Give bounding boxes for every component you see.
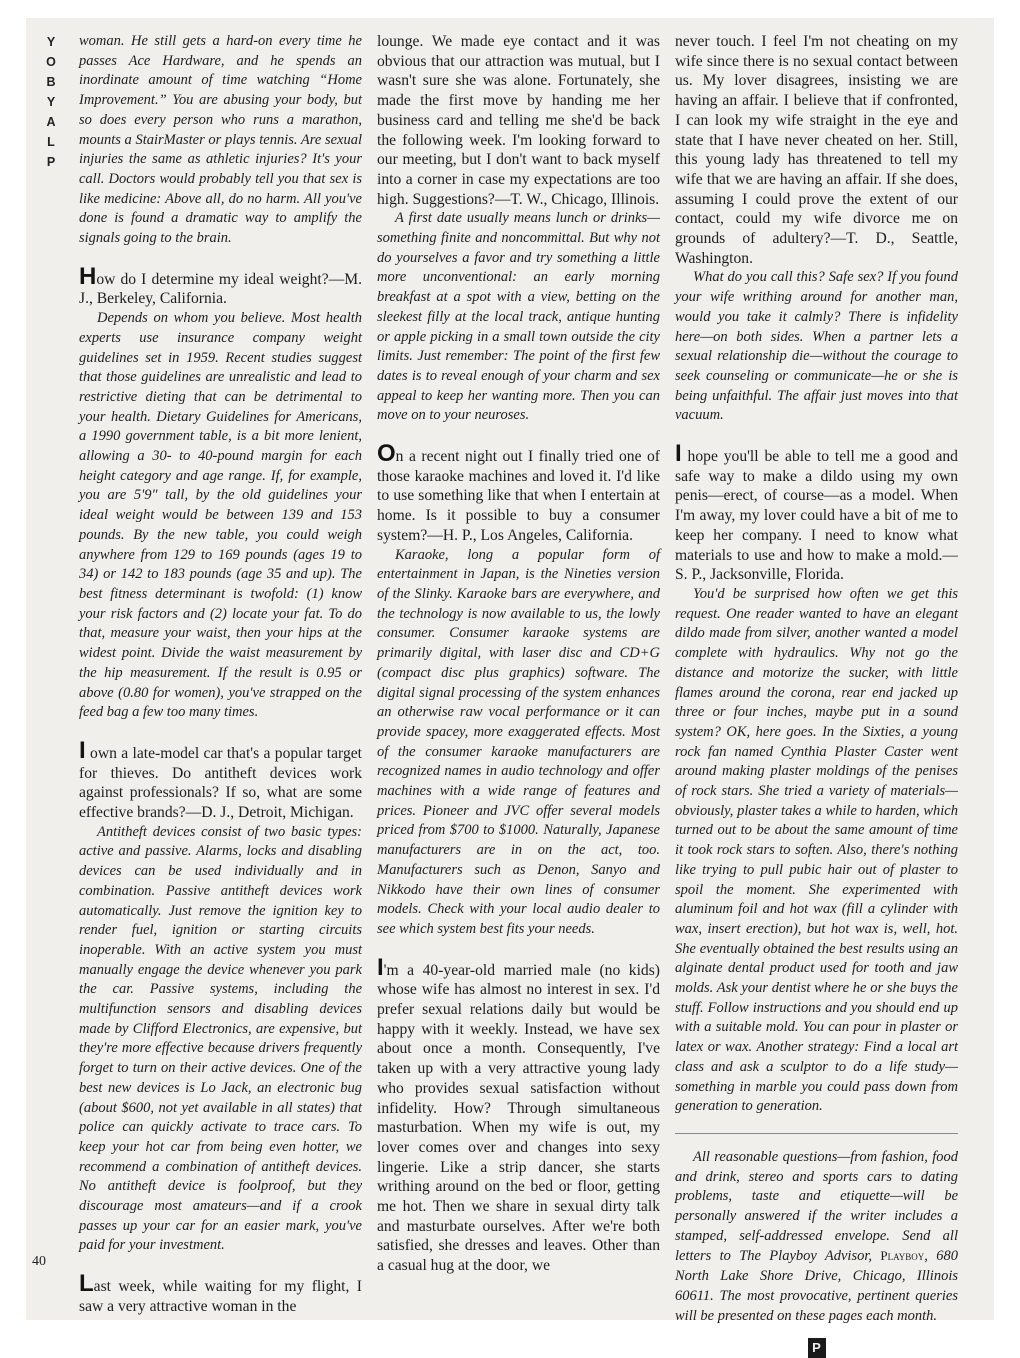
answer-text: You'd be surprised how often we get this request. One reader wanted to have an elegant dildo made from silver, another wanted a model complete with hydraulics. Why not go the distance and motorize the sucker, with little flames around the corona, rear end jacked up three or four inches, maybe put in a sound system? OK, here goes. In the Sixties, a young rock fan named Cynthia Plaster Caster went around making plaster moldings of the penises of rock stars. She tried a variety of materials—obviously, plaster takes a while to harden, which turned out to be about the same amount of time it took rock stars to soften. Also, there's nothing like trying to pull pubic hair out of plaster to spoil the moment. She experimented with aluminum foil and hot wax (fill a cylinder with wax, insert erection), but hot wax is, well, hot. She eventually obtained the best results using an alginate dental product used for tooth and jaw molds. Ask your dentist where he or she buys the stuff. Follow instructions and you should end up with a suitable mold. You can pour in plaster or latex or wax. Another strategy: Find a local art class and ask a sculptor to do a life study—something in marble you could pass down from generation to generation. [675,585,958,1115]
magazine-page [26,18,994,1356]
question-text [675,440,958,585]
end-mark-bunny-icon: P [808,1338,826,1358]
advisor-footer-note [675,1148,958,1326]
question-body: n a recent night out I finally tried one of those karaoke machines and loved it. I'd like to use something like that when I entertain at home. Is it possible to buy a consumer system?—H. P., Los Angeles, California. [377,448,660,544]
question-body: hope you'll be able to tell me a good and safe way to make a dildo using my own penis—erect, of course—as a model. When I'm away, my lover could have a bit of me to keep her company. I need to know what materials to use and how to make a mold.—S. P., Jacksonville, Florida. [675,448,958,584]
drop-cap: H [79,262,97,290]
masthead-playboy [39,32,63,172]
footer-text: All reasonable questions—from fashion, food and drink, stereo and sports cars to dating problems, taste and etiquette—will be personally answered if the writer includes a stamped, self-addressed envelope. Send all letters to The Playboy Advisor, [675,1148,958,1265]
answer-text: Antitheft devices consist of two basic types: active and passive. Alarms, locks and disabling devices can be used individually and in combination. Passive antitheft devices work automatically. Just remove the ignition key to render fuel, ignition or starting circuits inoperable. With an active system you must manually engage the device whenever you park the car. Passive systems, including the multifunction sensors and disabling devices made by Clifford Electronics, are expensive, but they're more effective because drivers frequently forget to turn on their active devices. One of the best new devices is Lo Jack, an electronic bug (about $600, not yet available in all states) that police can quickly activate to trace cars. To keep your hot car from being even hotter, we recommend a combination of antitheft devices. No antitheft device is foolproof, but they discourage most amateurs—and if a crook passes up your car for an easier mark, you've paid for your investment. [79,823,362,1254]
answer-text: What do you call this? Safe sex? If you found your wife writhing around for another man, would you take it calmly? There is infidelity here—on both sides. When a partner lets a sexual relationship die—without the courage to seek counseling or communicate—he or she is being unfaithful. The affair just moves into that vacuum. [675,269,958,424]
drop-cap: I [79,736,86,764]
question-text: lounge. We made eye contact and it was obvious that our attraction was mutual, but I wasn't sure she was alone. Fortunately, she made the first move by handing me her business card and telling me she'd be back the following week. I'm looking forward to our meeting, but I don't want to back myself into a corner in case my expectations are too high. Suggestions?—T. W., Chicago, Illinois. [377,33,660,208]
answer-text: Karaoke, long a popular form of entertainment in Japan, is the Nineties version of the Slinky. Karaoke bars are everywhere, and the technology is now available to us, the lowly consumer. Consumer karaoke systems are primarily digital, with laser disc and CD+G (compact disc plus graphics) software. The digital signal processing of the system enhances an otherwise raw vocal performance or it can provide spacey, more exaggerated effects. Most of the consumer karaoke manufacturers are recognized names in audio technology and offer machines with a wide range of features and prices. Pioneer and JVC offer several models priced from $700 to $1000. Naturally, Japanese manufacturers are in on the act, too. Manufacturers such as Denon, Sanyo and Nikkodo have their own lines of consumer models. Check with your local audio dealer to see which system best fits your needs. [377,546,660,937]
question-body: ast week, while waiting for my flight, I saw a very attractive woman in the [79,1278,362,1315]
question-text [79,262,362,309]
question-body: 'm a 40-year-old married male (no kids) whose wife has almost no interest in sex. I'd prefer sexual relations daily but would be happy with it weekly. Instead, we have sex about once a month. Consequently, I've taken up with a very attractive young lady who provides sexual satisfaction without infidelity. How? Through simultaneous masturbation. When my wife is out, my lover comes over and changes into sexy lingerie. Like a strip dancer, she starts writhing around on the bed or floor, getting me hot. Then we share in sexual dirty talk and masturbate ourselves. After we're both satisfied, she dresses and leaves. Other than a casual hug at the door, we [377,961,660,1275]
section-divider [675,1133,958,1134]
question-text: never touch. I feel I'm not cheating on my wife since there is no sexual contact between us. My lover disagrees, insisting we are having an affair. I believe that if confronted, I can look my wife straight in the eye and state that I have never cheated on her. Still, this young lady has threatened to tell my wife that we are having an affair. If she does, assuming I could prove the extent of our contact, could my wife divorce me on grounds of adultery?—T. D., Seattle, Washington. [675,33,958,267]
masthead-letter: P [46,155,56,169]
footer-brand: Playboy [880,1248,925,1264]
question-text [79,1270,362,1316]
page-number: 40 [32,1254,46,1269]
drop-cap: O [377,440,396,468]
drop-cap: I [377,953,384,981]
footer-text: , 680 North Lake Shore Drive, Chicago, Illinois 60611. The most provocative, pertinent queries will be presented on these pages each month. [675,1248,958,1324]
drop-cap: L [79,1270,94,1298]
answer-text: Depends on whom you believe. Most health experts use insurance company weight guidelines set in 1959. Recent studies suggest that those guidelines are unrealistic and lead to restrictive dieting that can be detrimental to your health. Dietary Guidelines for Americans, a 1990 government table, is a bit more lenient, allowing a 30- to 40-pound margin for each height category and age range. If, for example, you are 5'9" tall, by the old guidelines your ideal weight would be between 139 and 153 pounds. By the new table, you could weigh anywhere from 129 to 169 pounds (ages 19 to 34) or 142 to 183 pounds (age 35 and up). The best fitness determinant is twofold: (1) know your risk factors and (2) locate your fat. To do that, measure your waist, then your hips at the widest point. Divide the waist measurement by the hip measurement. If the result is 0.95 or above (0.80 for women), you've strapped on the feed bag a few too many times. [79,310,362,721]
question-text [79,736,362,823]
masthead-letter: Y [46,35,56,49]
masthead-letter: A [46,115,56,129]
masthead-letter: Y [46,95,56,109]
question-text [377,440,660,546]
drop-cap: I [675,440,682,468]
column-2 [377,32,660,1302]
masthead-letter: O [46,55,56,69]
answer-text: woman. He still gets a hard-on every time he passes Ace Hardware, and he spends an inordinate amount of time watching “Home Improvement.” You are abusing your body, but so does every person who runs a marathon, mounts a StairMaster or plays tennis. Are sexual injuries the same as athletic injuries? It's your call. Doctors would probably tell you that sex is like medicine: Above all, do no harm. All you've done is found a dramatic way to amplify the signals going to the brain. [79,33,362,247]
masthead-letter: B [46,75,56,89]
question-text [377,953,660,1276]
answer-text: A first date usually means lunch or drinks—something finite and noncommittal. But why not do yourselves a favor and try something a little more unconventional: an early morning breakfast at a spot with a view, betting on the sleekest filly at the local track, antique hunting or apple picking in a small town outside the city limits. Just remember: The point of the first few dates is to reveal enough of your charm and sex appeal to keep her wanting more. Then you can move on to your neuroses. [377,210,660,424]
question-body: own a late-model car that's a popular target for thieves. Do antitheft devices work against professionals? If so, what are some effective brands?—D. J., Detroit, Michigan. [79,744,362,822]
column-3 [675,32,958,1356]
question-body: ow do I determine my ideal weight?—M. J., Berkeley, California. [79,270,362,308]
column-1 [79,32,362,1315]
masthead-letter: L [47,135,55,149]
